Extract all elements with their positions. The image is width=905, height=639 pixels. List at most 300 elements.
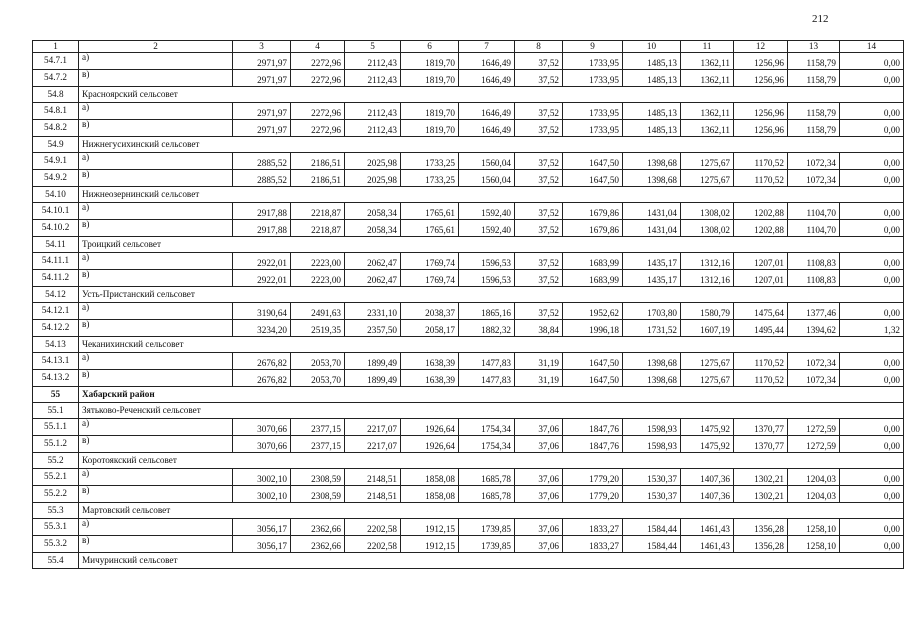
value-cell: 0,00 bbox=[840, 270, 904, 287]
value-cell: 2053,70 bbox=[291, 353, 345, 370]
section-code: 55.3 bbox=[33, 503, 79, 519]
value-cell: 1158,79 bbox=[788, 103, 840, 120]
value-cell: 1733,25 bbox=[401, 170, 459, 187]
value-cell: 1362,11 bbox=[681, 103, 734, 120]
value-cell: 1362,11 bbox=[681, 120, 734, 137]
value-cell: 1819,70 bbox=[401, 103, 459, 120]
value-cell: 1072,34 bbox=[788, 153, 840, 170]
row-code: 54.9.1 bbox=[33, 153, 79, 170]
value-cell: 1683,99 bbox=[563, 270, 623, 287]
table-row bbox=[33, 153, 904, 170]
value-cell: 1739,85 bbox=[459, 519, 515, 536]
section-code: 55.2 bbox=[33, 453, 79, 469]
value-cell: 1833,27 bbox=[563, 536, 623, 553]
column-header: 11 bbox=[681, 41, 734, 53]
value-cell: 2025,98 bbox=[345, 153, 401, 170]
column-header: 6 bbox=[401, 41, 459, 53]
value-cell: 1733,95 bbox=[563, 120, 623, 137]
table-row bbox=[33, 270, 904, 287]
section-name: Мичуринский сельсовет bbox=[79, 553, 904, 569]
value-cell: 2971,97 bbox=[233, 53, 291, 70]
value-cell: 2186,51 bbox=[291, 170, 345, 187]
value-cell: 1362,11 bbox=[681, 70, 734, 87]
value-cell: 2308,59 bbox=[291, 486, 345, 503]
value-cell: 37,52 bbox=[515, 153, 563, 170]
value-cell: 2223,00 bbox=[291, 270, 345, 287]
value-cell: 37,06 bbox=[515, 519, 563, 536]
value-cell: 31,19 bbox=[515, 353, 563, 370]
value-cell: 1598,93 bbox=[623, 419, 681, 436]
section-name: Усть-Пристанский сельсовет bbox=[79, 287, 904, 303]
row-label: а) bbox=[79, 353, 233, 370]
value-cell: 2917,88 bbox=[233, 220, 291, 237]
value-cell: 2362,66 bbox=[291, 519, 345, 536]
value-cell: 1435,17 bbox=[623, 253, 681, 270]
value-cell: 1646,49 bbox=[459, 120, 515, 137]
column-header: 12 bbox=[734, 41, 788, 53]
table-row bbox=[33, 320, 904, 337]
value-cell: 1356,28 bbox=[734, 519, 788, 536]
value-cell: 2058,34 bbox=[345, 203, 401, 220]
row-code: 55.2.1 bbox=[33, 469, 79, 486]
value-cell: 1461,43 bbox=[681, 536, 734, 553]
column-header: 3 bbox=[233, 41, 291, 53]
value-cell: 2112,43 bbox=[345, 120, 401, 137]
value-cell: 2202,58 bbox=[345, 536, 401, 553]
row-label: в) bbox=[79, 320, 233, 337]
table-row bbox=[33, 519, 904, 536]
section-name: Коротоякский сельсовет bbox=[79, 453, 904, 469]
value-cell: 37,52 bbox=[515, 220, 563, 237]
value-cell: 2218,87 bbox=[291, 220, 345, 237]
value-cell: 1733,95 bbox=[563, 70, 623, 87]
section-row bbox=[33, 453, 904, 469]
value-cell: 1407,36 bbox=[681, 486, 734, 503]
value-cell: 2676,82 bbox=[233, 353, 291, 370]
value-cell: 1598,93 bbox=[623, 436, 681, 453]
value-cell: 1683,99 bbox=[563, 253, 623, 270]
value-cell: 1256,96 bbox=[734, 103, 788, 120]
column-header: 13 bbox=[788, 41, 840, 53]
value-cell: 2917,88 bbox=[233, 203, 291, 220]
tariff-table bbox=[32, 40, 904, 569]
section-code: 55.1 bbox=[33, 403, 79, 419]
value-cell: 1256,96 bbox=[734, 70, 788, 87]
row-code: 54.9.2 bbox=[33, 170, 79, 187]
section-code: 54.12 bbox=[33, 287, 79, 303]
section-row bbox=[33, 403, 904, 419]
value-cell: 0,00 bbox=[840, 220, 904, 237]
value-cell: 0,00 bbox=[840, 253, 904, 270]
value-cell: 2308,59 bbox=[291, 469, 345, 486]
value-cell: 1912,15 bbox=[401, 536, 459, 553]
value-cell: 1370,77 bbox=[734, 436, 788, 453]
value-cell: 1647,50 bbox=[563, 370, 623, 387]
value-cell: 1275,67 bbox=[681, 353, 734, 370]
value-cell: 0,00 bbox=[840, 370, 904, 387]
value-cell: 1202,88 bbox=[734, 220, 788, 237]
section-row bbox=[33, 87, 904, 103]
table-row bbox=[33, 70, 904, 87]
section-name: Нижнеозернинский сельсовет bbox=[79, 187, 904, 203]
section-name: Красноярский сельсовет bbox=[79, 87, 904, 103]
value-cell: 1170,52 bbox=[734, 370, 788, 387]
value-cell: 37,06 bbox=[515, 486, 563, 503]
section-code: 54.13 bbox=[33, 337, 79, 353]
row-label: в) bbox=[79, 370, 233, 387]
table-row bbox=[33, 353, 904, 370]
value-cell: 1312,16 bbox=[681, 270, 734, 287]
section-name: Зятьково-Реченский сельсовет bbox=[79, 403, 904, 419]
table-row bbox=[33, 469, 904, 486]
table-row bbox=[33, 103, 904, 120]
row-code: 54.7.2 bbox=[33, 70, 79, 87]
row-code: 54.13.1 bbox=[33, 353, 79, 370]
section-name: Троицкий сельсовет bbox=[79, 237, 904, 253]
row-label: а) bbox=[79, 53, 233, 70]
value-cell: 1370,77 bbox=[734, 419, 788, 436]
value-cell: 1435,17 bbox=[623, 270, 681, 287]
value-cell: 37,52 bbox=[515, 103, 563, 120]
value-cell: 0,00 bbox=[840, 153, 904, 170]
value-cell: 0,00 bbox=[840, 203, 904, 220]
value-cell: 1398,68 bbox=[623, 353, 681, 370]
value-cell: 1108,83 bbox=[788, 270, 840, 287]
value-cell: 2202,58 bbox=[345, 519, 401, 536]
column-header: 9 bbox=[563, 41, 623, 53]
section-code: 54.11 bbox=[33, 237, 79, 253]
value-cell: 1158,79 bbox=[788, 120, 840, 137]
value-cell: 1485,13 bbox=[623, 103, 681, 120]
row-code: 55.1.2 bbox=[33, 436, 79, 453]
value-cell: 2971,97 bbox=[233, 70, 291, 87]
value-cell: 2885,52 bbox=[233, 153, 291, 170]
value-cell: 3070,66 bbox=[233, 419, 291, 436]
row-code: 54.11.1 bbox=[33, 253, 79, 270]
value-cell: 1592,40 bbox=[459, 220, 515, 237]
value-cell: 1377,46 bbox=[788, 303, 840, 320]
value-cell: 37,06 bbox=[515, 536, 563, 553]
row-label: в) bbox=[79, 270, 233, 287]
column-header: 10 bbox=[623, 41, 681, 53]
value-cell: 2885,52 bbox=[233, 170, 291, 187]
value-cell: 2217,07 bbox=[345, 436, 401, 453]
value-cell: 0,00 bbox=[840, 436, 904, 453]
row-label: а) bbox=[79, 419, 233, 436]
value-cell: 1596,53 bbox=[459, 253, 515, 270]
value-cell: 1108,83 bbox=[788, 253, 840, 270]
value-cell: 1779,20 bbox=[563, 486, 623, 503]
value-cell: 1733,95 bbox=[563, 103, 623, 120]
value-cell: 1580,79 bbox=[681, 303, 734, 320]
value-cell: 1308,02 bbox=[681, 203, 734, 220]
value-cell: 1530,37 bbox=[623, 469, 681, 486]
value-cell: 1275,67 bbox=[681, 170, 734, 187]
value-cell: 0,00 bbox=[840, 70, 904, 87]
row-label: а) bbox=[79, 203, 233, 220]
value-cell: 1607,19 bbox=[681, 320, 734, 337]
value-cell: 37,52 bbox=[515, 303, 563, 320]
value-cell: 1312,16 bbox=[681, 253, 734, 270]
section-code: 54.8 bbox=[33, 87, 79, 103]
value-cell: 1592,40 bbox=[459, 203, 515, 220]
value-cell: 1256,96 bbox=[734, 120, 788, 137]
value-cell: 37,52 bbox=[515, 53, 563, 70]
value-cell: 1258,10 bbox=[788, 536, 840, 553]
value-cell: 2519,35 bbox=[291, 320, 345, 337]
value-cell: 1779,20 bbox=[563, 469, 623, 486]
value-cell: 1485,13 bbox=[623, 53, 681, 70]
row-label: а) bbox=[79, 469, 233, 486]
value-cell: 1646,49 bbox=[459, 103, 515, 120]
value-cell: 1819,70 bbox=[401, 53, 459, 70]
value-cell: 2676,82 bbox=[233, 370, 291, 387]
value-cell: 0,00 bbox=[840, 419, 904, 436]
value-cell: 1461,43 bbox=[681, 519, 734, 536]
value-cell: 0,00 bbox=[840, 353, 904, 370]
value-cell: 1647,50 bbox=[563, 153, 623, 170]
value-cell: 1104,70 bbox=[788, 220, 840, 237]
row-code: 54.7.1 bbox=[33, 53, 79, 70]
row-code: 55.3.2 bbox=[33, 536, 79, 553]
value-cell: 1207,01 bbox=[734, 253, 788, 270]
value-cell: 0,00 bbox=[840, 103, 904, 120]
section-row bbox=[33, 553, 904, 569]
value-cell: 0,00 bbox=[840, 120, 904, 137]
value-cell: 1475,92 bbox=[681, 419, 734, 436]
value-cell: 3056,17 bbox=[233, 519, 291, 536]
value-cell: 1431,04 bbox=[623, 220, 681, 237]
value-cell: 1754,34 bbox=[459, 436, 515, 453]
value-cell: 1158,79 bbox=[788, 70, 840, 87]
value-cell: 1407,36 bbox=[681, 469, 734, 486]
value-cell: 2491,63 bbox=[291, 303, 345, 320]
value-cell: 3190,64 bbox=[233, 303, 291, 320]
value-cell: 1560,04 bbox=[459, 170, 515, 187]
value-cell: 1362,11 bbox=[681, 53, 734, 70]
value-cell: 1912,15 bbox=[401, 519, 459, 536]
value-cell: 1394,62 bbox=[788, 320, 840, 337]
section-row bbox=[33, 337, 904, 353]
value-cell: 3070,66 bbox=[233, 436, 291, 453]
value-cell: 1398,68 bbox=[623, 370, 681, 387]
value-cell: 1495,44 bbox=[734, 320, 788, 337]
value-cell: 1847,76 bbox=[563, 419, 623, 436]
row-code: 54.13.2 bbox=[33, 370, 79, 387]
value-cell: 1398,68 bbox=[623, 153, 681, 170]
table-row bbox=[33, 170, 904, 187]
value-cell: 2148,51 bbox=[345, 469, 401, 486]
table-row bbox=[33, 370, 904, 387]
value-cell: 1530,37 bbox=[623, 486, 681, 503]
value-cell: 1308,02 bbox=[681, 220, 734, 237]
value-cell: 1272,59 bbox=[788, 436, 840, 453]
value-cell: 37,52 bbox=[515, 170, 563, 187]
table-row bbox=[33, 536, 904, 553]
value-cell: 1899,49 bbox=[345, 370, 401, 387]
value-cell: 1858,08 bbox=[401, 469, 459, 486]
district-code: 55 bbox=[33, 387, 79, 403]
value-cell: 3234,20 bbox=[233, 320, 291, 337]
row-label: в) bbox=[79, 170, 233, 187]
value-cell: 1769,74 bbox=[401, 253, 459, 270]
value-cell: 3056,17 bbox=[233, 536, 291, 553]
value-cell: 37,52 bbox=[515, 253, 563, 270]
value-cell: 1952,62 bbox=[563, 303, 623, 320]
section-name: Мартовский сельсовет bbox=[79, 503, 904, 519]
value-cell: 1302,21 bbox=[734, 486, 788, 503]
section-code: 54.10 bbox=[33, 187, 79, 203]
value-cell: 1202,88 bbox=[734, 203, 788, 220]
value-cell: 38,84 bbox=[515, 320, 563, 337]
value-cell: 37,52 bbox=[515, 120, 563, 137]
value-cell: 1204,03 bbox=[788, 469, 840, 486]
district-row bbox=[33, 387, 904, 403]
value-cell: 2038,37 bbox=[401, 303, 459, 320]
value-cell: 1647,50 bbox=[563, 170, 623, 187]
row-code: 54.8.1 bbox=[33, 103, 79, 120]
value-cell: 2922,01 bbox=[233, 270, 291, 287]
value-cell: 3002,10 bbox=[233, 469, 291, 486]
row-label: в) bbox=[79, 436, 233, 453]
column-header: 7 bbox=[459, 41, 515, 53]
column-header: 4 bbox=[291, 41, 345, 53]
value-cell: 2272,96 bbox=[291, 103, 345, 120]
value-cell: 1584,44 bbox=[623, 519, 681, 536]
value-cell: 2186,51 bbox=[291, 153, 345, 170]
value-cell: 2112,43 bbox=[345, 70, 401, 87]
value-cell: 1302,21 bbox=[734, 469, 788, 486]
row-code: 54.10.1 bbox=[33, 203, 79, 220]
value-cell: 1,32 bbox=[840, 320, 904, 337]
column-header: 8 bbox=[515, 41, 563, 53]
value-cell: 1207,01 bbox=[734, 270, 788, 287]
value-cell: 1275,67 bbox=[681, 153, 734, 170]
value-cell: 1754,34 bbox=[459, 419, 515, 436]
table-row bbox=[33, 419, 904, 436]
table-row bbox=[33, 203, 904, 220]
column-header-row bbox=[33, 41, 904, 53]
value-cell: 1398,68 bbox=[623, 170, 681, 187]
value-cell: 2971,97 bbox=[233, 120, 291, 137]
value-cell: 1926,64 bbox=[401, 419, 459, 436]
value-cell: 37,06 bbox=[515, 469, 563, 486]
value-cell: 37,52 bbox=[515, 203, 563, 220]
value-cell: 37,06 bbox=[515, 436, 563, 453]
value-cell: 1104,70 bbox=[788, 203, 840, 220]
value-cell: 1679,86 bbox=[563, 203, 623, 220]
row-label: в) bbox=[79, 220, 233, 237]
row-code: 55.2.2 bbox=[33, 486, 79, 503]
value-cell: 1170,52 bbox=[734, 353, 788, 370]
value-cell: 1646,49 bbox=[459, 70, 515, 87]
table-row bbox=[33, 486, 904, 503]
value-cell: 0,00 bbox=[840, 536, 904, 553]
value-cell: 1256,96 bbox=[734, 53, 788, 70]
row-code: 54.10.2 bbox=[33, 220, 79, 237]
value-cell: 2272,96 bbox=[291, 53, 345, 70]
table-row bbox=[33, 253, 904, 270]
row-code: 55.1.1 bbox=[33, 419, 79, 436]
value-cell: 2218,87 bbox=[291, 203, 345, 220]
value-cell: 1731,52 bbox=[623, 320, 681, 337]
table-row bbox=[33, 120, 904, 137]
value-cell: 1926,64 bbox=[401, 436, 459, 453]
section-row bbox=[33, 187, 904, 203]
value-cell: 2272,96 bbox=[291, 70, 345, 87]
value-cell: 2223,00 bbox=[291, 253, 345, 270]
value-cell: 2062,47 bbox=[345, 253, 401, 270]
value-cell: 0,00 bbox=[840, 519, 904, 536]
value-cell: 1475,64 bbox=[734, 303, 788, 320]
value-cell: 2331,10 bbox=[345, 303, 401, 320]
district-name: Хабарский район bbox=[79, 387, 904, 403]
value-cell: 2377,15 bbox=[291, 419, 345, 436]
section-row bbox=[33, 503, 904, 519]
section-row bbox=[33, 237, 904, 253]
value-cell: 1638,39 bbox=[401, 353, 459, 370]
value-cell: 1170,52 bbox=[734, 170, 788, 187]
value-cell: 1560,04 bbox=[459, 153, 515, 170]
value-cell: 1819,70 bbox=[401, 70, 459, 87]
section-code: 54.9 bbox=[33, 137, 79, 153]
value-cell: 1847,76 bbox=[563, 436, 623, 453]
column-header: 2 bbox=[79, 41, 233, 53]
value-cell: 1765,61 bbox=[401, 203, 459, 220]
value-cell: 1858,08 bbox=[401, 486, 459, 503]
value-cell: 1685,78 bbox=[459, 486, 515, 503]
value-cell: 2377,15 bbox=[291, 436, 345, 453]
value-cell: 2053,70 bbox=[291, 370, 345, 387]
section-name: Чеканихинский сельсовет bbox=[79, 337, 904, 353]
value-cell: 0,00 bbox=[840, 53, 904, 70]
table-row bbox=[33, 53, 904, 70]
value-cell: 2112,43 bbox=[345, 103, 401, 120]
row-label: а) bbox=[79, 103, 233, 120]
row-code: 54.12.1 bbox=[33, 303, 79, 320]
value-cell: 2272,96 bbox=[291, 120, 345, 137]
value-cell: 1833,27 bbox=[563, 519, 623, 536]
value-cell: 1899,49 bbox=[345, 353, 401, 370]
value-cell: 1170,52 bbox=[734, 153, 788, 170]
value-cell: 1158,79 bbox=[788, 53, 840, 70]
section-name: Нижнегусихинский сельсовет bbox=[79, 137, 904, 153]
value-cell: 1739,85 bbox=[459, 536, 515, 553]
value-cell: 1072,34 bbox=[788, 370, 840, 387]
value-cell: 1431,04 bbox=[623, 203, 681, 220]
row-label: а) bbox=[79, 303, 233, 320]
value-cell: 2357,50 bbox=[345, 320, 401, 337]
value-cell: 1703,80 bbox=[623, 303, 681, 320]
page-number: 212 bbox=[812, 13, 829, 25]
value-cell: 1485,13 bbox=[623, 70, 681, 87]
row-code: 54.8.2 bbox=[33, 120, 79, 137]
table-row bbox=[33, 436, 904, 453]
value-cell: 2025,98 bbox=[345, 170, 401, 187]
value-cell: 2148,51 bbox=[345, 486, 401, 503]
value-cell: 2922,01 bbox=[233, 253, 291, 270]
value-cell: 1475,92 bbox=[681, 436, 734, 453]
row-label: а) bbox=[79, 519, 233, 536]
value-cell: 1596,53 bbox=[459, 270, 515, 287]
value-cell: 1882,32 bbox=[459, 320, 515, 337]
value-cell: 1819,70 bbox=[401, 120, 459, 137]
row-label: а) bbox=[79, 253, 233, 270]
value-cell: 1275,67 bbox=[681, 370, 734, 387]
row-label: в) bbox=[79, 486, 233, 503]
table-row bbox=[33, 220, 904, 237]
column-header: 1 bbox=[33, 41, 79, 53]
